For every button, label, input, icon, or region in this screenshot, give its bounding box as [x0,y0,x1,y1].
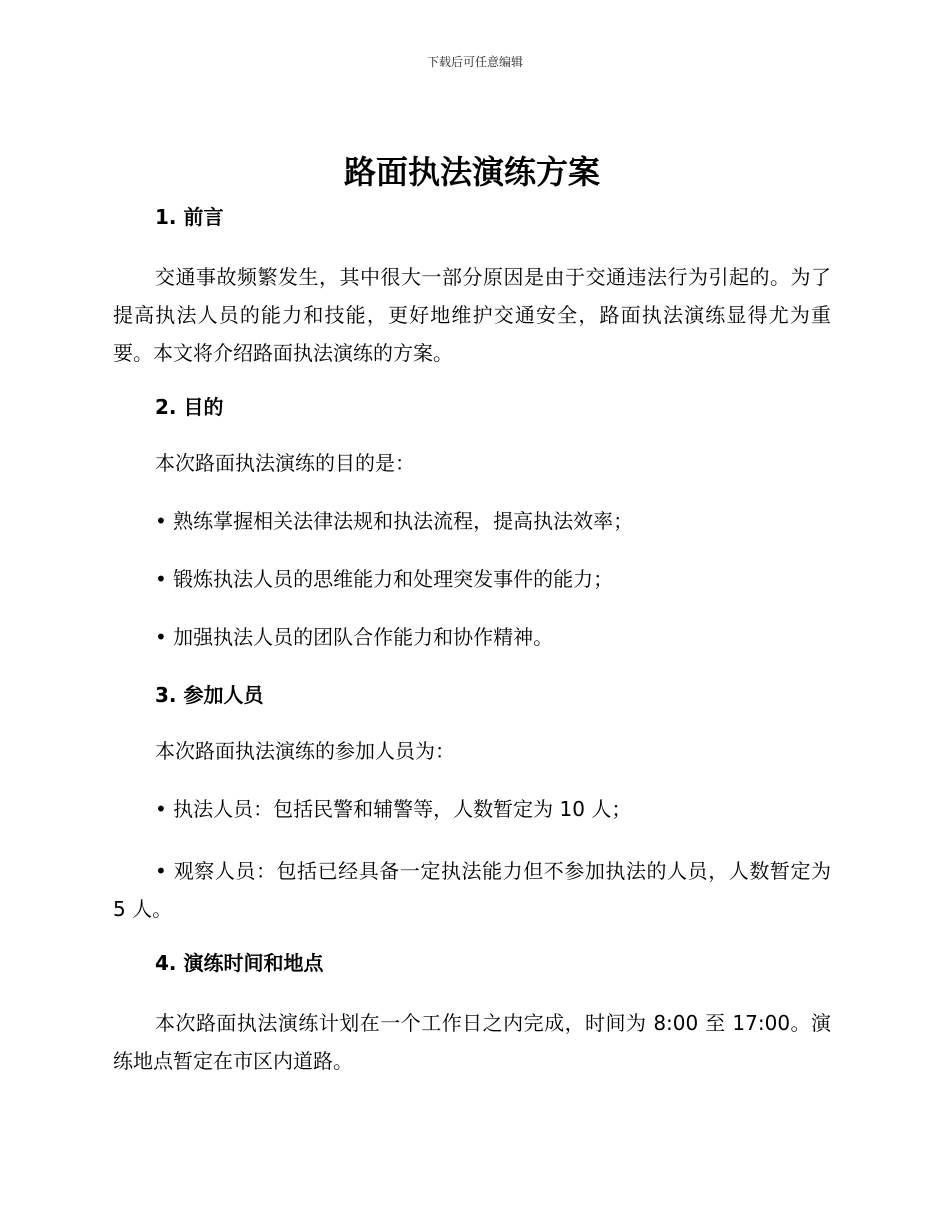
page-header-note: 下载后可任意编辑 [426,55,523,69]
list-item: • 加强执法人员的团队合作能力和协作精神。 [155,625,554,649]
document-body [113,150,831,1100]
section-heading: 1. 前言 [155,205,224,229]
paragraph: 本次路面执法演练计划在一个工作日之内完成，时间为 8:00 至 17:00。演练地点暂定在市区内道路。 [113,1011,831,1073]
list-item: • 熟练掌握相关法律法规和执法流程，提高执法效率； [155,509,634,533]
list-item: • 锻炼执法人员的思维能力和处理突发事件的能力； [155,567,614,591]
paragraph: 本次路面执法演练的目的是： [155,451,415,475]
document-title: 路面执法演练方案 [343,153,600,191]
section-preface [113,202,831,372]
section-heading: 3. 参加人员 [155,683,264,707]
section-time-place [113,948,831,1080]
paragraph: 本次路面执法演练的参加人员为： [155,739,455,763]
paragraph: 交通事故频繁发生，其中很大一部分原因是由于交通违法行为引起的。为了提高执法人员的能力和技能，更好地维护交通安全，路面执法演练显得尤为重要。本文将介绍路面执法演练的方案。 [113,265,831,365]
section-purpose [113,392,831,652]
list-item: • 执法人员：包括民警和辅警等，人数暂定为 10 人； [155,797,632,821]
section-heading: 4. 演练时间和地点 [155,951,324,975]
list-item: • 观察人员：包括已经具备一定执法能力但不参加执法的人员，人数暂定为 5 人。 [113,859,831,921]
section-participants [113,680,831,928]
section-heading: 2. 目的 [155,395,224,419]
